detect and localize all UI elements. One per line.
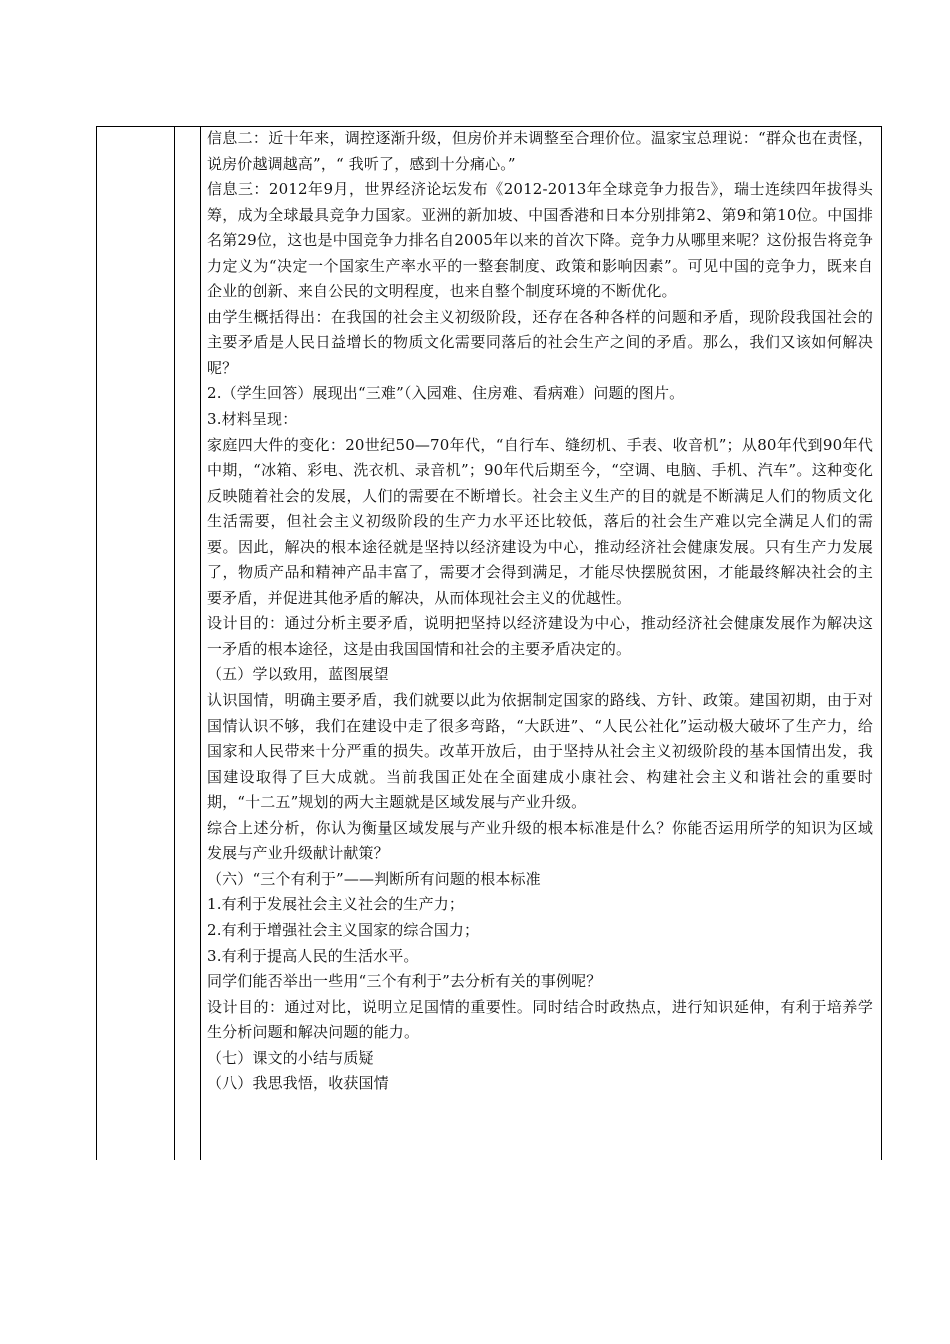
section-heading-six: （六）“三个有利于”——判断所有问题的根本标准 bbox=[207, 869, 541, 888]
paragraph-design-purpose-2: 设计目的：通过对比，说明立足国情的重要性。同时结合时政热点，进行知识延伸，有利于培养学生分析问题和解决问题的能力。 bbox=[207, 997, 873, 1042]
paragraph-info-three: 信息三：2012年9月，世界经济论坛发布《2012-2013年全球竞争力报告》，瑞士连续四年拔得头筹，成为全球最具竞争力国家。亚洲的新加坡、中国香港和日本分别排第2、第9和第10位。中国排名第29位，这也是中国竞争力排名自2005年以来的首次下降。竞争力从哪里来呢？这份报告将竞争力定义为“决定一个国家生产率水平的一整套制度、政策和影响因素”。可见中国的竞争力，既来自企业的创新、来自公民的文明程度，也来自整个制度环境的不断优化。 bbox=[207, 180, 873, 301]
list-item-1: 1.有利于发展社会主义社会的生产力； bbox=[207, 895, 465, 914]
section-heading-five: （五）学以致用，蓝图展望 bbox=[207, 665, 389, 684]
paragraph-student-summary: 由学生概括得出：在我国的社会主义初级阶段，还存在各种各样的问题和矛盾，现阶段我国社会的主要矛盾是人民日益增长的物质文化需要同落后的社会生产之间的矛盾。那么，我们又该如何解决呢？ bbox=[207, 307, 873, 377]
lesson-content-cell bbox=[207, 126, 873, 1160]
paragraph-household-items: 家庭四大件的变化：20世纪50—70年代，“自行车、缝纫机、手表、收音机”；从80年代到90年代中期，“冰箱、彩电、洗衣机、录音机”；90年代后期至今，“空调、电脑、手机、汽车”。这种变化反映随着社会的发展，人们的需要在不断增长。社会主义生产的目的就是不断满足人们的物质文化生活需要，但社会主义初级阶段的生产力水平还比较低，落后的社会生产难以完全满足人们的需要。因此，解决的根本途径就是坚持以经济建设为中心，推动经济社会健康发展。只有生产力发展了，物质产品和精神产品丰富了，需要才会得到满足，才能尽快摆脱贫困，才能最终解决社会的主要矛盾，并促进其他矛盾的解决，从而体现社会主义的优越性。 bbox=[207, 435, 873, 607]
list-item-3: 3.有利于提高人民的生活水平。 bbox=[207, 946, 419, 965]
list-item-2: 2.有利于增强社会主义国家的综合国力； bbox=[207, 920, 480, 939]
paragraph-analysis-question: 综合上述分析，你认为衡量区域发展与产业升级的根本标准是什么？你能否运用所学的知识为区域发展与产业升级献计献策？ bbox=[207, 818, 873, 863]
table-column-divider bbox=[200, 127, 201, 1160]
paragraph-design-purpose-1: 设计目的：通过分析主要矛盾，说明把坚持以经济建设为中心，推动经济社会健康发展作为解决这一矛盾的根本途径，这是由我国国情和社会的主要矛盾决定的。 bbox=[207, 614, 873, 658]
section-heading-eight: （八）我思我悟，收获国情 bbox=[207, 1074, 389, 1093]
paragraph-national-conditions: 认识国情，明确主要矛盾，我们就要以此为依据制定国家的路线、方针、政策。建国初期，由于对国情认识不够，我们在建设中走了很多弯路，“大跃进”、“人民公社化”运动极大破坏了生产力，给国家和人民带来十分严重的损失。改革开放后，由于坚持从社会主义初级阶段的基本国情出发，我国建设取得了巨大成就。当前我国正处在全面建成小康社会、构建社会主义和谐社会的重要时期，“十二五”规划的两大主题就是区域发展与产业升级。 bbox=[207, 691, 873, 812]
table-column-divider bbox=[174, 127, 175, 1160]
paragraph-three-difficulties: 2.（学生回答）展现出“三难”（入园难、住房难、看病难）问题的图片。 bbox=[207, 384, 685, 403]
section-heading-seven: （七）课文的小结与质疑 bbox=[207, 1048, 374, 1067]
paragraph-info-two: 信息二：近十年来，调控逐渐升级，但房价并未调整至合理价位。温家宝总理说：“群众也在责怪，说房价越调越高”，“ 我听了，感到十分痛心。” bbox=[207, 129, 873, 173]
paragraph-examples-question: 同学们能否举出一些用“三个有利于”去分析有关的事例呢？ bbox=[207, 972, 602, 991]
paragraph-material-heading: 3.材料呈现： bbox=[207, 410, 298, 429]
